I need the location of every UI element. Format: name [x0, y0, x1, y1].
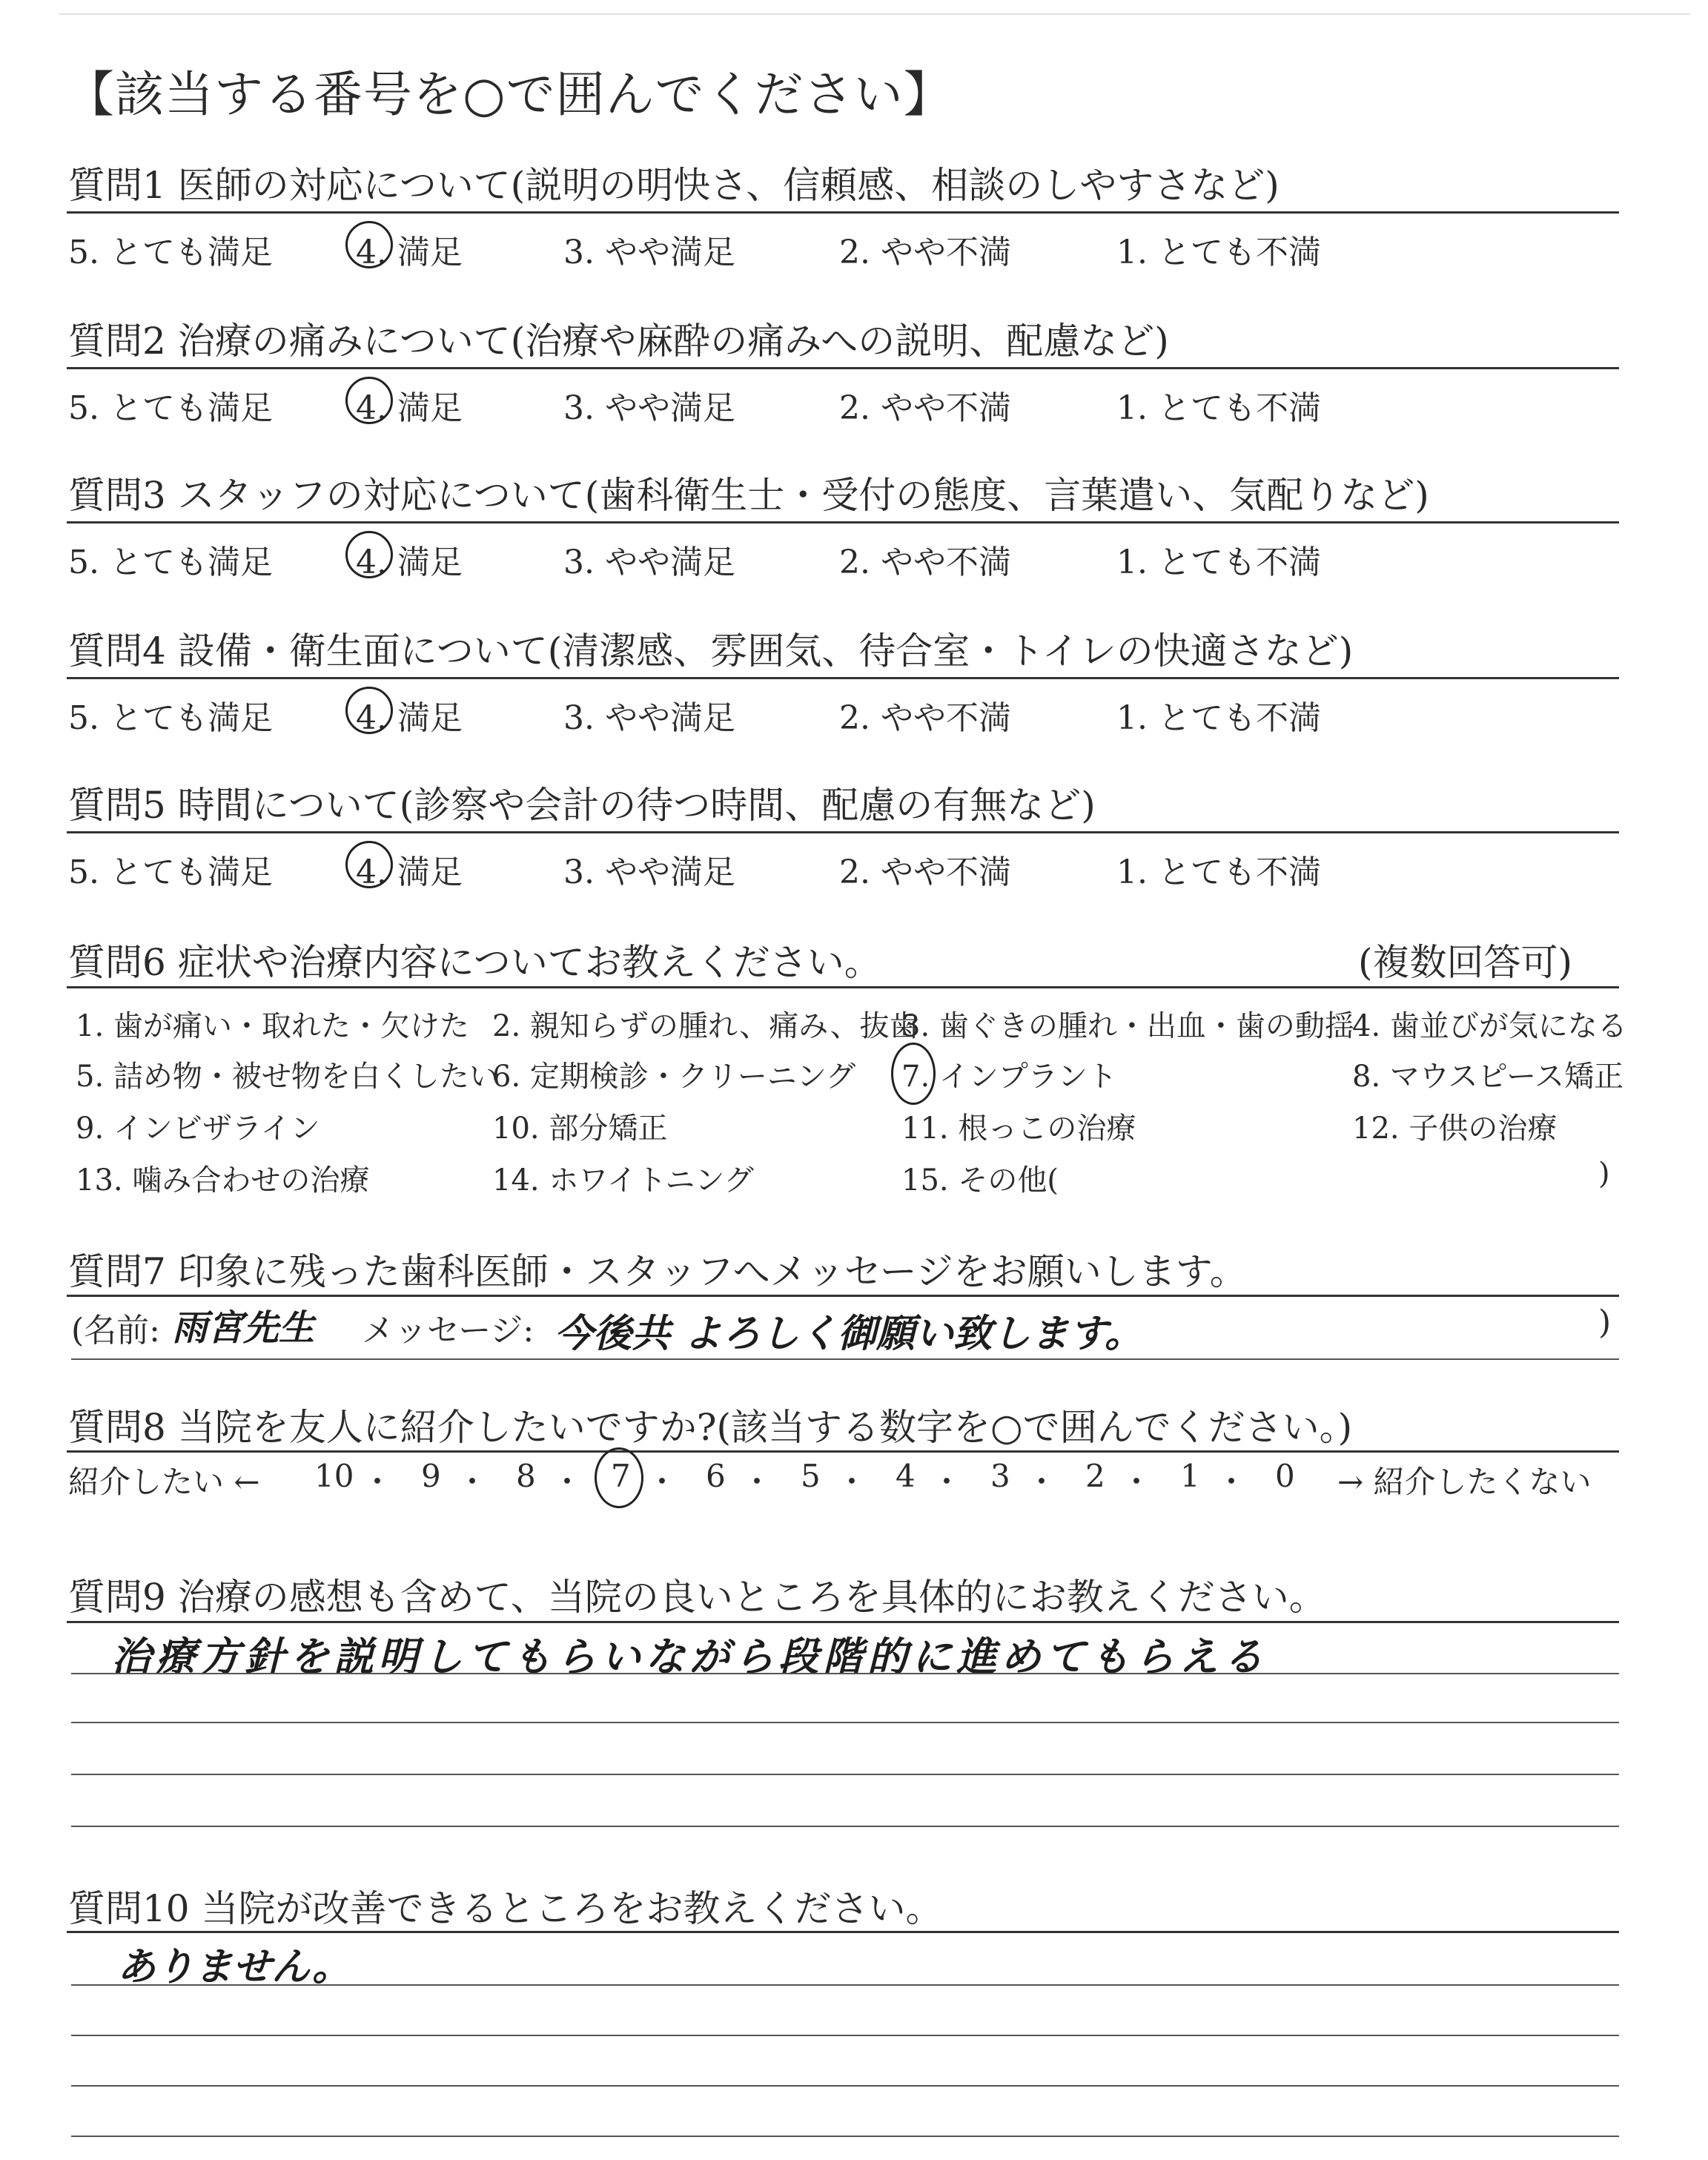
q1-label: 質問1 医師の対応について(説明の明快さ、信頼感、相談のしやすさなど) [68, 164, 1280, 207]
q7-message-label: メッセージ: [362, 1312, 534, 1350]
page-title: 【該当する番号を○で囲んでください】 [65, 66, 953, 123]
q4-option-3[interactable]: 3. やや満足 [563, 699, 735, 737]
scale-dot: ・ [646, 1464, 678, 1500]
q5-option-5[interactable]: 5. とても満足 [68, 853, 273, 891]
recommend-scale [68, 1458, 1618, 1502]
q1-option-5[interactable]: 5. とても満足 [68, 234, 273, 271]
q3-option-1[interactable]: 1. とても不満 [1116, 544, 1321, 581]
q2-options [68, 381, 1618, 426]
q6-option-11[interactable]: 11. 根っこの治療 [901, 1112, 1136, 1146]
q2-option-4[interactable]: 4. 満足 [356, 389, 463, 427]
q3-option-4[interactable]: 4. 満足 [356, 544, 463, 581]
q4-option-5[interactable]: 5. とても満足 [68, 699, 273, 737]
scale-dot: ・ [741, 1464, 773, 1500]
q10-line-2 [71, 2035, 1619, 2036]
q7-message-handwritten[interactable]: 今後共 よろしく御願い致します。 [555, 1312, 1143, 1356]
scale-dot: ・ [457, 1464, 489, 1500]
q5-option-3[interactable]: 3. やや満足 [563, 853, 735, 891]
q1-option-1[interactable]: 1. とても不満 [1116, 234, 1321, 271]
q6-multiple-note: (複数回答可) [1358, 941, 1573, 984]
q9-label: 質問9 治療の感想も含めて、当院の良いところを具体的にお教えください。 [68, 1576, 1326, 1619]
q10-label: 質問10 当院が改善できるところをお教えください。 [68, 1887, 943, 1930]
scale-dot: ・ [552, 1464, 583, 1500]
q4-option-2[interactable]: 2. やや不満 [839, 699, 1011, 737]
q9-line-4 [71, 1826, 1619, 1827]
scale-dot: ・ [1216, 1464, 1248, 1500]
q9-line-1 [71, 1673, 1619, 1674]
q6-option-13[interactable]: 13. 噛み合わせの治療 [76, 1163, 370, 1198]
q5-option-1[interactable]: 1. とても不満 [1116, 853, 1321, 891]
q2-option-3[interactable]: 3. やや満足 [563, 389, 735, 427]
q9-rule [67, 1621, 1619, 1623]
scale-value-9[interactable]: 9 [421, 1458, 441, 1494]
q3-option-3[interactable]: 3. やや満足 [563, 544, 735, 581]
scale-dot: ・ [362, 1464, 394, 1500]
q6-option-15[interactable]: 15. その他( [901, 1163, 1059, 1198]
q7-name-handwritten[interactable]: 雨宮先生 [172, 1307, 315, 1349]
scale-value-2[interactable]: 2 [1085, 1458, 1105, 1494]
q6-option-5[interactable]: 5. 詰め物・被せ物を白くしたい [76, 1060, 499, 1094]
q1-options [68, 225, 1618, 270]
q1-option-4[interactable]: 4. 満足 [356, 234, 463, 271]
q8-rule [67, 1450, 1619, 1453]
q6-label: 質問6 症状や治療内容についてお教えください。 [68, 941, 881, 984]
q6-option-10[interactable]: 10. 部分矯正 [492, 1112, 668, 1146]
q1-option-3[interactable]: 3. やや満足 [563, 234, 735, 271]
q6-option-7[interactable]: 7. インプラント [901, 1060, 1117, 1094]
scale-left-label: 紹介したい ← [68, 1464, 260, 1500]
q2-label: 質問2 治療の痛みについて(治療や麻酔の痛みへの説明、配慮など) [68, 320, 1169, 363]
q3-rule [67, 521, 1619, 524]
q4-rule [67, 677, 1619, 679]
q6-option-6[interactable]: 6. 定期検診・クリーニング [492, 1060, 856, 1094]
q5-option-4[interactable]: 4. 満足 [356, 853, 463, 891]
q6-option-9[interactable]: 9. インビザライン [76, 1112, 320, 1146]
scale-dot: ・ [1121, 1464, 1153, 1500]
q10-line-1 [71, 1984, 1619, 1986]
q4-options [68, 691, 1618, 736]
q5-label: 質問5 時間について(診察や会計の待つ時間、配慮の有無など) [68, 784, 1096, 827]
q9-line-3 [71, 1774, 1619, 1775]
q3-option-5[interactable]: 5. とても満足 [68, 544, 273, 581]
q10-answer-handwritten[interactable]: ありません。 [117, 1945, 351, 1989]
scale-dot: ・ [931, 1464, 963, 1500]
scale-right-label: → 紹介したくない [1337, 1464, 1592, 1500]
q6-option-14[interactable]: 14. ホワイトニング [492, 1163, 754, 1198]
q3-label: 質問3 スタッフの対応について(歯科衛生士・受付の態度、言葉遣い、気配りなど) [68, 474, 1429, 517]
q7-bottom-rule [71, 1358, 1619, 1360]
q6-option-3[interactable]: 3. 歯ぐきの腫れ・出血・歯の動揺 [901, 1009, 1354, 1043]
q5-option-2[interactable]: 2. やや不満 [839, 853, 1011, 891]
scale-dot: ・ [1026, 1464, 1058, 1500]
q8-label: 質問8 当院を友人に紹介したいですか?(該当する数字を○で囲んでください。) [68, 1406, 1353, 1449]
q5-options [68, 845, 1618, 890]
scale-value-3[interactable]: 3 [990, 1458, 1010, 1494]
scale-value-7[interactable]: 7 [611, 1458, 631, 1494]
q4-option-4[interactable]: 4. 満足 [356, 699, 463, 737]
q6-option-12[interactable]: 12. 子供の治療 [1352, 1112, 1558, 1146]
scale-value-1[interactable]: 1 [1180, 1458, 1200, 1494]
q6-other-close-paren: ) [1598, 1157, 1610, 1191]
q5-rule [67, 831, 1619, 833]
q3-options [68, 535, 1618, 580]
q10-line-4 [71, 2136, 1619, 2137]
q6-option-8[interactable]: 8. マウスピース矯正 [1352, 1060, 1624, 1094]
q2-option-2[interactable]: 2. やや不満 [839, 389, 1011, 427]
q2-rule [67, 367, 1619, 369]
scale-value-6[interactable]: 6 [706, 1458, 726, 1494]
scale-value-5[interactable]: 5 [801, 1458, 821, 1494]
q3-option-2[interactable]: 2. やや不満 [839, 544, 1011, 581]
q1-rule [67, 211, 1619, 214]
q7-name-label: (名前: [71, 1312, 160, 1350]
scale-dot: ・ [836, 1464, 868, 1500]
scale-value-4[interactable]: 4 [896, 1458, 916, 1494]
scale-value-10[interactable]: 10 [314, 1458, 354, 1494]
q10-rule [67, 1931, 1619, 1933]
q10-line-3 [71, 2085, 1619, 2087]
q9-line-2 [71, 1722, 1619, 1723]
q6-option-1[interactable]: 1. 歯が痛い・取れた・欠けた [76, 1009, 469, 1043]
q9-answer-handwritten[interactable]: 治療方針を説明してもらいながら段階的に進めてもらえる [111, 1634, 1268, 1680]
q4-option-1[interactable]: 1. とても不満 [1116, 699, 1321, 737]
q7-rule [67, 1295, 1619, 1297]
q7-label: 質問7 印象に残った歯科医師・スタッフへメッセージをお願いします。 [68, 1250, 1247, 1293]
q7-close-paren: ) [1598, 1304, 1612, 1341]
q2-option-5[interactable]: 5. とても満足 [68, 389, 273, 427]
q6-option-4[interactable]: 4. 歯並びが気になる [1352, 1009, 1627, 1043]
page-top-edge [59, 13, 1690, 15]
q6-option-2[interactable]: 2. 親知らずの腫れ、痛み、抜歯 [492, 1009, 919, 1043]
q6-rule [67, 986, 1619, 988]
q1-option-2[interactable]: 2. やや不満 [839, 234, 1011, 271]
scale-value-8[interactable]: 8 [516, 1458, 536, 1494]
scale-value-0[interactable]: 0 [1275, 1458, 1295, 1494]
q4-label: 質問4 設備・衛生面について(清潔感、雰囲気、待合室・トイレの快適さなど) [68, 630, 1354, 673]
q2-option-1[interactable]: 1. とても不満 [1116, 389, 1321, 427]
